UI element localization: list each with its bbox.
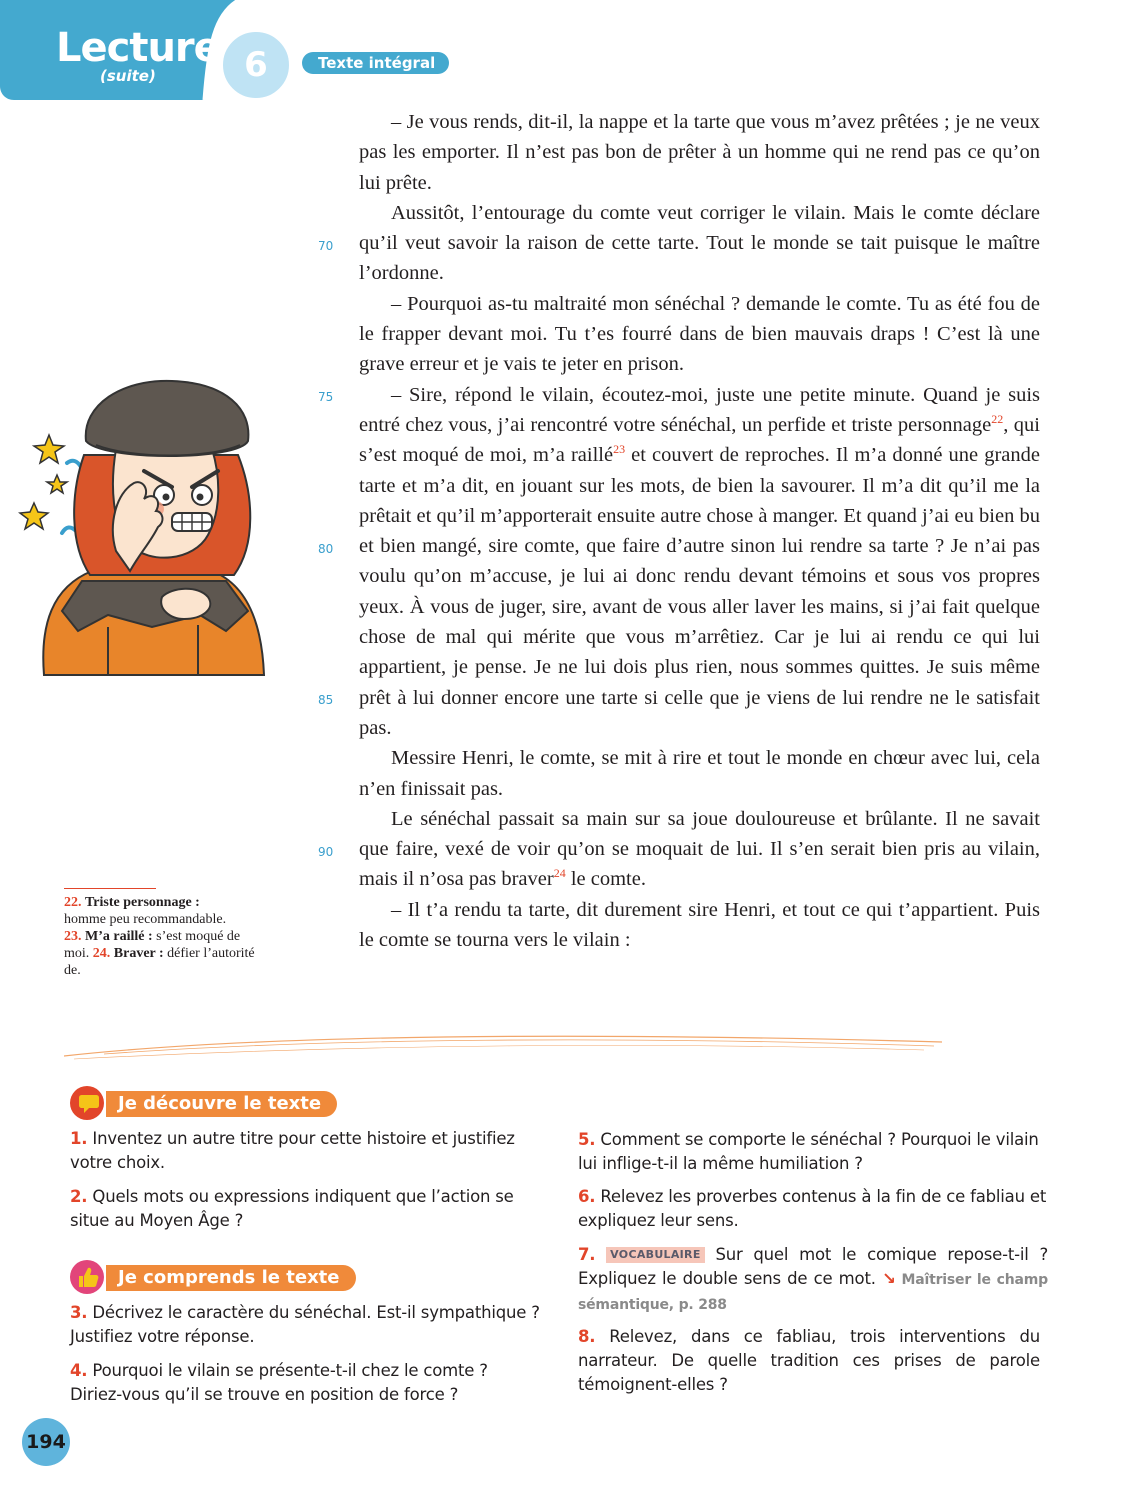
text-badge: Texte intégral <box>302 52 449 74</box>
section-discover-label: Je découvre le texte <box>106 1091 337 1117</box>
question-8: 8. Relevez, dans ce fabliau, trois interventions du narrateur. De quelle tradition ces prises de parole témoignent-elles ? <box>578 1327 1040 1394</box>
footnote-ref[interactable]: 22 <box>991 412 1004 427</box>
thumbs-up-icon <box>70 1260 104 1294</box>
star-icon <box>20 435 67 529</box>
section-subtitle: (suite) <box>100 67 156 85</box>
paragraph: – Je vous rends, dit-il, la nappe et la tarte que vous m’avez prêtées ; je ne veux pas les emporter. Il n’est pas bon de prêter à un homme qui ne rend pas ce qu’on lui prête. <box>359 111 1040 194</box>
chapter-number: 6 <box>219 28 293 102</box>
page-number: 194 <box>22 1418 70 1466</box>
line-number: 90 <box>318 845 334 859</box>
question-4: 4. Pourquoi le vilain se présente-t-il chez le comte ? Diriez-vous qu’il se trouve en position de force ? <box>70 1361 488 1404</box>
footnotes <box>64 894 264 979</box>
footnote-definition: s’est moqué de moi. <box>64 929 241 961</box>
line-number: 70 <box>318 239 334 253</box>
paragraph: Messire Henri, le comte, se mit à rire et tout le monde en chœur avec lui, cela n’en finissait pas. <box>359 747 1040 800</box>
story-text <box>359 107 1040 955</box>
footnote-ref[interactable]: 24 <box>553 866 566 881</box>
section-title: Lecture <box>56 25 220 71</box>
footnote-number: 24. <box>92 946 111 961</box>
paragraph: Le sénéchal passait sa main sur sa joue douloureuse et brûlante. Il ne savait que faire, vexé de voir qu’on se moquait de lui. Il s’en serait bien pris au vilain, mais il n’osa pas braver$^{24}$ le comte. <box>359 807 1040 891</box>
question-5: 5. Comment se comporte le sénéchal ? Pourquoi le vilain lui inflige-t-il la même humiliation ? <box>578 1130 1039 1173</box>
line-number: 75 <box>318 390 334 404</box>
footnote-rule <box>64 888 156 889</box>
paragraph: Aussitôt, l’entourage du comte veut corriger le vilain. Mais le comte déclare qu’il veut savoir la raison de cette tarte. Tout le monde se tait puisque le maître l’ordonne. <box>359 201 1040 285</box>
seneschal-illustration <box>12 375 282 685</box>
footnote-definition: homme peu recommandable. <box>64 912 227 927</box>
footnote-term: Triste personnage : <box>85 895 200 910</box>
vocabulary-tag: VOCABULAIRE <box>606 1247 704 1263</box>
footnote-term: Braver : <box>113 946 164 961</box>
footnote-number: 23. <box>64 929 82 944</box>
paragraph: – Sire, répond le vilain, écoutez-moi, juste une petite minute. Quand je suis entré chez vous, j’ai rencontré votre sénéchal, un perfide et triste personnage$^{22}$, qui s’est moqué de moi, m’a raillé$^{23}$ et couvert de reproches. Il m’a donné une grande tarte et m’a dit, en jouant sur les mots, de bien la savourer. Il m’a dit qu’il me la prêtait et qu’il m’apporterait ensuite autre chose à manger. Et quand j’ai eu bien bu et bien mangé, sire comte, que faire d’autre sinon lui rendre sa tarte ? Je n’ai pas voulu qu’on m’accuse, je lui ai donc rendu devant témoins et sous vos propres yeux. À vous de juger, sire, avant de vous aller laver les mains, si j’ai fait quelque chose de mal qui mérite que vous m’arrêtiez. Car je lui ai rendu ce qui lui appartient, je pense. Je ne lui dois plus rien, nous sommes quittes. Je suis même prêt à lui donner encore une tarte si celle que je viens de lui rendre ne le satisfait pas. <box>359 383 1040 739</box>
line-number: 80 <box>318 542 334 556</box>
footnote-definition: défier l’autorité de. <box>64 946 255 978</box>
arrow-icon: ↘ <box>882 1269 896 1288</box>
paragraph: – Pourquoi as-tu maltraité mon sénéchal ? demande le comte. Tu as été fou de le frapper devant moi. Tu t’es fourré dans de bien mauvais draps ! C’est là une grave erreur et je vais te jeter en prison. <box>359 292 1040 376</box>
footnote-number: 22. <box>64 895 82 910</box>
speech-bubble-icon <box>70 1086 104 1120</box>
line-number: 85 <box>318 693 334 707</box>
question-2: 2. Quels mots ou expressions indiquent que l’action se situe au Moyen Âge ? <box>70 1187 514 1230</box>
question-1: 1. Inventez un autre titre pour cette histoire et justifiez votre choix. <box>70 1129 515 1172</box>
question-6: 6. Relevez les proverbes contenus à la fin de ce fabliau et expliquez leur sens. <box>578 1187 1047 1230</box>
cross-reference-link[interactable]: Maîtriser le champ sémantique, p. 288 <box>578 1272 1049 1313</box>
question-7: 7. VOCABULAIRE Sur quel mot le comique repose-t-il ? Expliquez le double sens de ce mot. ↘ Maîtriser le champ sémantique, p. 288 <box>578 1245 1049 1313</box>
footnote-term: M’a raillé : <box>85 929 153 944</box>
section-understand-label: Je comprends le texte <box>106 1265 356 1291</box>
wavy-divider <box>64 1026 944 1066</box>
question-3: 3. Décrivez le caractère du sénéchal. Est-il sympathique ? Justifiez votre réponse. <box>70 1303 540 1346</box>
footnote-ref[interactable]: 23 <box>613 442 626 457</box>
paragraph: – Il t’a rendu ta tarte, dit durement sire Henri, et tout ce qui t’appartient. Puis le comte se tourna vers le vilain : <box>359 898 1040 952</box>
